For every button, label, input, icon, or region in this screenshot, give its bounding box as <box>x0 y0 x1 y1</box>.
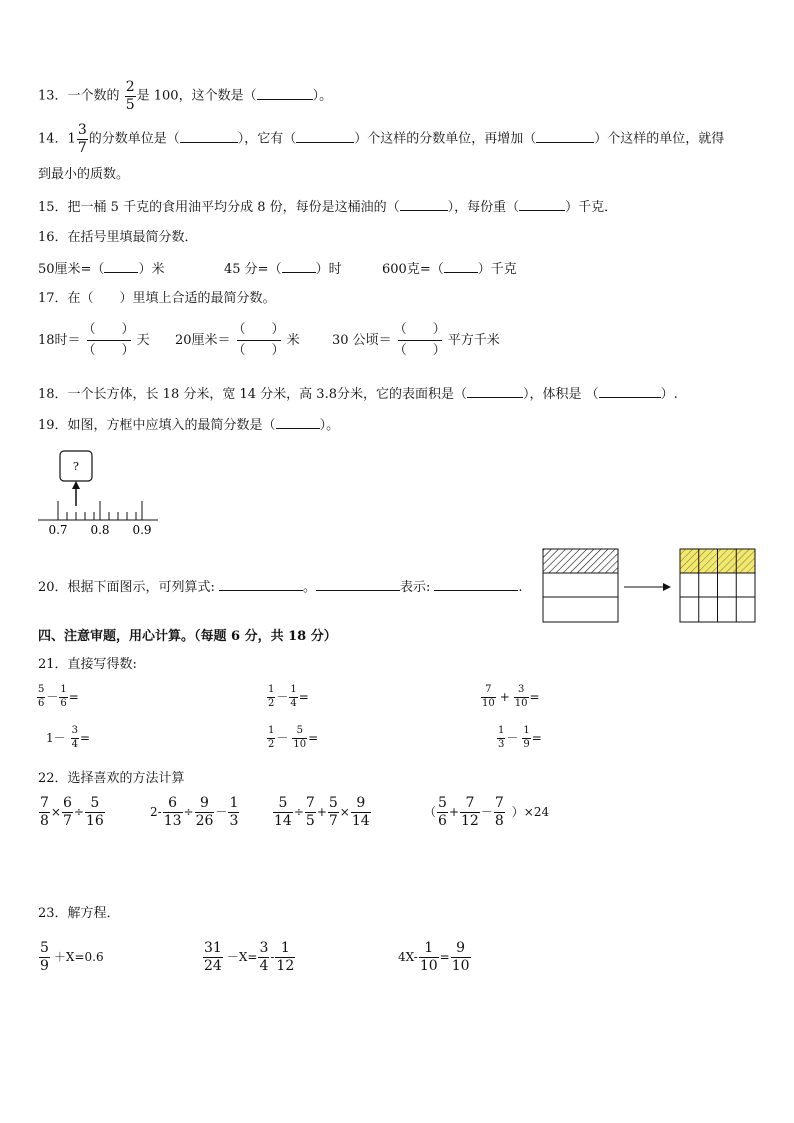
q22-expr-1: $\frac{7}{8}$ × $\frac{6}{7}$ ÷ $\frac{5}{16}$ <box>40 795 104 829</box>
q13: 13．一个数的 $\frac{2}{5}$ 是 100，这个数是（ ）。 <box>38 79 333 113</box>
tick-label: 0.8 <box>90 523 110 537</box>
answer-blank[interactable] <box>467 387 523 398</box>
fraction-blank[interactable]: （ ） （ ） <box>82 322 135 358</box>
q16: 16．在括号里填最简分数． <box>38 230 198 245</box>
q21-expr-4: 1－ $\frac{3}{4}$ = <box>46 725 91 750</box>
answer-blank[interactable] <box>599 387 661 398</box>
arrow-head-icon <box>72 481 80 489</box>
fraction-blank[interactable]: （ ） （ ） <box>393 322 446 358</box>
fraction-blank[interactable]: （ ） （ ） <box>232 322 285 358</box>
fraction: $\frac{3}{7}$ <box>77 122 87 156</box>
q17-item-3: 30 公顷＝ （ ） （ ） 平方千米 <box>332 322 500 358</box>
answer-blank[interactable] <box>180 132 238 143</box>
q16-item-3: 600克=（ ）千克 <box>382 262 517 277</box>
answer-blank[interactable] <box>276 418 320 429</box>
q23: 23．解方程． <box>38 906 120 921</box>
answer-blank[interactable] <box>444 262 478 273</box>
q21-expr-5: 1 2 － $\frac{5}{10}$ = <box>268 725 319 750</box>
q22-expr-3: $\frac{5}{14}$ ÷ $\frac{7}{5}$ + $\frac{5}{7}$ × $\frac{9}{14}$ <box>274 795 370 829</box>
q16-item-2: 45 分=（ ）时 <box>224 262 342 277</box>
answer-blank[interactable] <box>434 580 518 591</box>
answer-blank[interactable] <box>536 132 594 143</box>
q22-expr-2: 2- $\frac{6}{13}$ ÷ $\frac{9}{26}$ － 1 3 <box>150 795 239 829</box>
q15: 15．把一桶 5 千克的食用油平均分成 8 份，每份是这桶油的（ ），每份重（ ）千克． <box>38 200 618 215</box>
answer-blank[interactable] <box>219 580 303 591</box>
q21-expr-3: 7 10 + $\frac{3}{10}$ = <box>482 684 540 709</box>
q21-expr-6: 1 3 － $\frac{1}{9}$ = <box>498 725 542 750</box>
answer-blank[interactable] <box>316 580 400 591</box>
q22-expr-4: （ 5 6 + $\frac{7}{12}$ － 7 8 ）×24 <box>424 795 550 829</box>
q21: 21．直接写得数: <box>38 657 137 672</box>
q17-item-1: 18时＝ （ ） （ ） 天 <box>38 322 150 358</box>
section-heading: 四、注意审题，用心计算。（每题 6 分，共 18 分） <box>38 629 337 644</box>
answer-blank[interactable] <box>257 89 313 100</box>
answer-blank[interactable] <box>400 200 448 211</box>
left-rectangle <box>543 549 618 622</box>
number-line-ticks <box>58 501 142 520</box>
fraction-model-figure <box>540 546 760 626</box>
tick-label: 0.7 <box>48 523 68 537</box>
q17-item-2: 20厘米＝ （ ） （ ） 米 <box>175 322 300 358</box>
q14: 14．1 $\frac{3}{7}$ 的分数单位是（ ），它有（ ）个这样的分数单位，再增加（ ）个这样的单位，就得 <box>38 122 725 156</box>
question-mark: ? <box>73 460 79 473</box>
q21-expr-2: 1 2 － $\frac{1}{4}$ = <box>268 684 309 709</box>
q23-eq-2: 31 24 －X= $\frac{3}{4}$ - 1 12 <box>204 940 295 974</box>
q23-eq-1: 5 9 ＋X=0.6 <box>40 940 104 974</box>
q14-line2: 到最小的质数。 <box>38 167 130 182</box>
answer-blank[interactable] <box>519 200 565 211</box>
fraction: $\frac{2}{5}$ <box>125 79 135 113</box>
q19: 19．如图，方框中应填入的最简分数是（ ）。 <box>38 418 340 433</box>
answer-blank[interactable] <box>282 262 316 273</box>
q20: 20．根据下面图示，可列算式: 。 表示: . <box>38 580 523 595</box>
right-arrow-icon <box>624 583 671 591</box>
q17: 17．在（ ）里填上合适的最简分数。 <box>38 291 276 306</box>
answer-blank[interactable] <box>296 132 354 143</box>
q23-eq-3: 4X- $\frac{1}{10}$ = $\frac{9}{10}$ <box>398 940 470 974</box>
right-rectangle <box>680 549 755 622</box>
q22: 22．选择喜欢的方法计算 <box>38 771 185 786</box>
q16-item-1: 50厘米=（ ）米 <box>38 262 165 277</box>
q21-expr-1: 5 6 － $\frac{1}{6}$ = <box>38 684 79 709</box>
number-line-figure <box>36 448 166 540</box>
q18: 18．一个长方体，长 18 分米，宽 14 分米，高 3.8分米，它的表面积是（ ），体积是 （ ）. <box>38 387 678 402</box>
answer-blank[interactable] <box>104 262 138 273</box>
tick-label: 0.9 <box>132 523 152 537</box>
